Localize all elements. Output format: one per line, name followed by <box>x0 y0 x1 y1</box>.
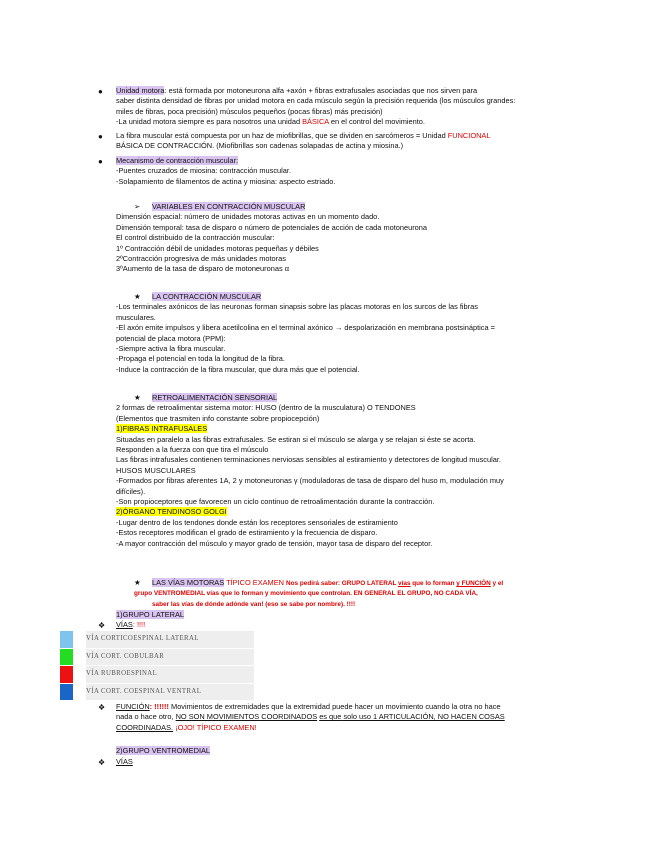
color-swatch <box>60 666 73 683</box>
section-title-variables: VARIABLES EN CONTRACCIÓN MUSCULAR <box>152 202 306 211</box>
table-row: VÍA CORT. COESPINAL VENTRAL <box>86 684 254 702</box>
heading-organo-golgi: 2)ÓRGANO TENDINOSO GOLGI <box>116 507 227 517</box>
color-swatch <box>60 631 73 648</box>
arrow-marker-icon: ➢ <box>134 202 141 211</box>
table-row: VÍA RUBROESPINAL <box>86 666 254 684</box>
heading-grupo-lateral: 1)GRUPO LATERAL <box>116 610 185 620</box>
color-swatch <box>60 684 73 701</box>
table-row: VÍA CORTICOESPINAL LATERAL <box>86 631 254 649</box>
funcion-block: FUNCIÓN: !!!!!! Movimientos de extremidades que la extremidad puede hacer un movimiento cuando la otra no hace nada o hace otro, NO SON MOVIMIENTOS COORDINADOS es que solo uso 1 ARTICULACIÓN, NO HACEN COSAS COORDINADAS. ¡OJO! TÍPICO EXAMEN! <box>116 702 505 732</box>
diamond-bullet-icon: ❖ <box>98 621 106 630</box>
grupo-ventromedial <box>116 746 586 756</box>
bullet-icon: ● <box>98 87 103 96</box>
heading-fibras-intrafusales: 1)FIBRAS INTRAFUSALES <box>116 424 208 434</box>
section-vias-motoras: ★ LAS VÍAS MOTORAS TÍPICO EXAMEN Nos pedirá saber: GRUPO LATERAL vías que lo forman y FUNCIÓN y el grupo VENTROMEDIAL vías que lo forman y movimiento que controlan. EN GENERAL EL GRUPO, NO CADA VÍA, saber las vías de dónde adónde van! (eso se sabe por nombre). !!!! 1)GRUPO LATERAL <box>116 578 504 620</box>
vias-table <box>86 631 254 701</box>
vias2-label: VÍAS <box>116 757 133 766</box>
bullet-mecanismo: Mecanismo de contracción muscular: -Puentes cruzados de miosina: contracción muscular. -Solapamiento de filamentos de actina y miosina: aspecto estriado. <box>116 156 336 186</box>
term-unidad-motora: Unidad motora <box>116 86 165 95</box>
section-retroalimentacion: ★ RETROALIMENTACIÓN SENSORIAL 2 formas de retroalimentar sistema motor: HUSO (dentro de la musculatura) O TENDONES (Elementos que trasmiten info constante sobre propiocepción) 1)FIBRAS INTRAFUSALES Situadas en paralelo a las fibras extrafusales. Se estiran si el músculo se alarga y se relajan si éste se acorta. Responden a la fuerza con que tira el músculo Las fibras intrafusales contienen terminaciones nerviosas sensibles al estiramiento y detectores de longitud muscular. HUSOS MUSCULARES -Formados por fibras aferentes 1A, 2 y motoneuronas γ (moduladoras de tasa de disparo del huso m, modulación muy difíciles). -Son propioceptores que favorecen un ciclo continuo de retroalimentación durante la contracción. 2)ÓRGANO TENDINOSO GOLGI -Lugar dentro de los tendones donde están los receptores sensoriales de estiramiento -Estos receptores modifican el grado de estiramiento y la frecuencia de disparo. -A mayor contracción del músculo y mayor grado de tensión, mayor tasa de disparo del receptor. <box>116 393 504 548</box>
diamond-bullet-icon: ❖ <box>98 703 106 712</box>
section-title-contraccion: LA CONTRACCIÓN MUSCULAR <box>152 292 262 301</box>
section-title-vias: LAS VÍAS MOTORAS <box>152 578 225 587</box>
heading-grupo-ventromedial: 2)GRUPO VENTROMEDIAL <box>116 746 211 755</box>
bullet-icon: ● <box>98 132 103 141</box>
funcion-label: FUNCIÓN <box>116 702 150 711</box>
diamond-bullet-icon: ❖ <box>98 758 106 767</box>
vias2-label-line <box>116 757 586 767</box>
table-row: VÍA CORT. COBULBAR <box>86 649 254 667</box>
star-icon: ★ <box>134 578 141 587</box>
bullet-icon: ● <box>98 157 103 166</box>
bullet-unidad-motora: Unidad motora: está formada por motoneurona alfa +axón + fibras extrafusales asociadas que nos sirven para saber distinta densidad de fibras por unidad motora en cada músculo según la precisión requerida (los músculos grandes: miles de fibras, poca precisión) músculos pequeños (pocas fibras) más precisión) -La unidad motora siempre es para nosotros una unidad BÁSICA en el control del movimiento. <box>116 86 516 127</box>
vias-label: VÍAS <box>116 620 133 629</box>
bullet-fibra-muscular: La fibra muscular está compuesta por un haz de miofibrillas, que se dividen en sarcómeros = Unidad FUNCIONAL BÁSICA DE CONTRACCIÓN. (Miofibrillas son cadenas solapadas de actina y miosina.) <box>116 131 491 151</box>
star-icon: ★ <box>134 292 141 301</box>
section-contraccion: ★ LA CONTRACCIÓN MUSCULAR -Los terminales axónicos de las neuronas forman sinapsis sobre las placas motoras en los surcos de las fibras musculares. -El axón emite impulsos y libera acetilcolina en el terminal axónico → despolarización en membrana postsináptica = potencial de placa motora (PPM): -Siempre activa la fibra muscular. -Propaga el potencial en toda la longitud de la fibra. -Induce la contracción de la fibra muscular, que dura más que el potencial. <box>116 292 495 374</box>
term-mecanismo: Mecanismo de contracción muscular: <box>116 156 238 165</box>
vias-label-line: VÍAS: !!!! <box>116 620 146 629</box>
star-icon: ★ <box>134 393 141 402</box>
color-swatch <box>60 649 73 666</box>
section-title-retro: RETROALIMENTACIÓN SENSORIAL <box>152 393 278 402</box>
section-variables: ➢ VARIABLES EN CONTRACCIÓN MUSCULAR Dimensión espacial: número de unidades motoras activas en un momento dado. Dimensión temporal: tasa de disparo o número de potenciales de acción de cada motoneurona El control distribuido de la contracción muscular: 1º Contracción débil de unidades motoras pequeñas y débiles 2ºContracción progresiva de más unidades motoras 3ºAumento de la tasa de disparo de motoneuronas α <box>116 202 428 274</box>
